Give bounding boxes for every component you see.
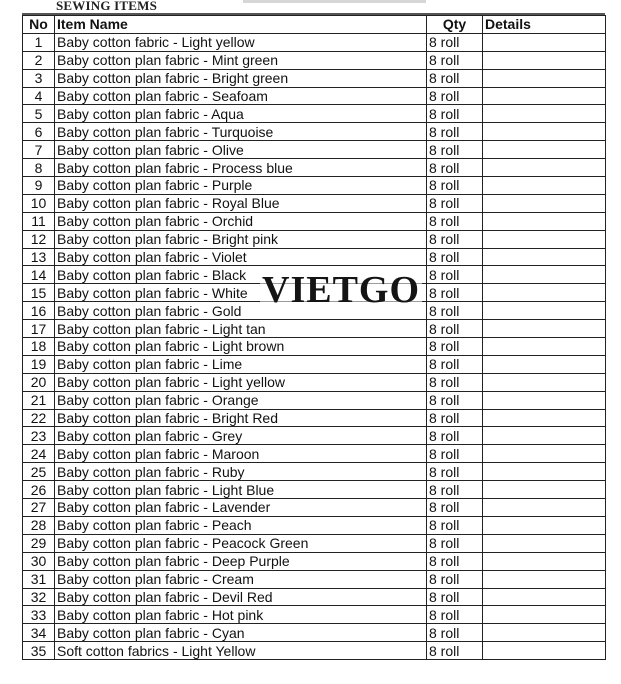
details-cell xyxy=(483,391,606,409)
qty-cell: 8 roll xyxy=(427,69,483,87)
item-name-cell: Baby cotton plan fabric - Light Blue xyxy=(55,481,427,499)
details-cell xyxy=(483,355,606,373)
details-cell xyxy=(483,588,606,606)
item-name-cell: Baby cotton plan fabric - Gold xyxy=(55,302,427,320)
item-name-cell: Baby cotton plan fabric - Mint green xyxy=(55,51,427,69)
table-row xyxy=(23,570,606,588)
row-number: 33 xyxy=(23,606,55,624)
qty-cell: 8 roll xyxy=(427,33,483,51)
table-row xyxy=(23,624,606,642)
row-number: 18 xyxy=(23,338,55,356)
table-row xyxy=(23,552,606,570)
table-row xyxy=(23,534,606,552)
qty-cell: 8 roll xyxy=(427,284,483,302)
row-number: 26 xyxy=(23,481,55,499)
qty-cell: 8 roll xyxy=(427,51,483,69)
row-number: 11 xyxy=(23,212,55,230)
item-name-cell: Baby cotton plan fabric - Peacock Green xyxy=(55,534,427,552)
row-number: 9 xyxy=(23,177,55,195)
table-row xyxy=(23,212,606,230)
qty-cell: 8 roll xyxy=(427,159,483,177)
item-name-cell: Baby cotton plan fabric - Seafoam xyxy=(55,87,427,105)
row-number: 23 xyxy=(23,427,55,445)
row-number: 14 xyxy=(23,266,55,284)
table-row xyxy=(23,248,606,266)
row-number: 12 xyxy=(23,230,55,248)
table-row xyxy=(23,105,606,123)
table-row xyxy=(23,230,606,248)
details-cell xyxy=(483,69,606,87)
details-cell xyxy=(483,409,606,427)
qty-cell: 8 roll xyxy=(427,212,483,230)
details-cell xyxy=(483,552,606,570)
qty-cell: 8 roll xyxy=(427,194,483,212)
row-number: 5 xyxy=(23,105,55,123)
qty-cell: 8 roll xyxy=(427,588,483,606)
row-number: 6 xyxy=(23,123,55,141)
item-name-cell: Baby cotton plan fabric - Cyan xyxy=(55,624,427,642)
qty-cell: 8 roll xyxy=(427,409,483,427)
qty-cell: 8 roll xyxy=(427,266,483,284)
item-name-cell: Baby cotton plan fabric - Purple xyxy=(55,177,427,195)
qty-cell: 8 roll xyxy=(427,373,483,391)
item-name-cell: Baby cotton plan fabric - Orchid xyxy=(55,212,427,230)
details-cell xyxy=(483,123,606,141)
qty-cell: 8 roll xyxy=(427,624,483,642)
top-divider xyxy=(243,0,426,3)
details-cell xyxy=(483,51,606,69)
details-cell xyxy=(483,266,606,284)
item-name-cell: Baby cotton plan fabric - Aqua xyxy=(55,105,427,123)
table-row xyxy=(23,409,606,427)
table-row xyxy=(23,87,606,105)
item-name-cell: Baby cotton plan fabric - Bright green xyxy=(55,69,427,87)
details-cell xyxy=(483,624,606,642)
qty-cell: 8 roll xyxy=(427,177,483,195)
row-number: 29 xyxy=(23,534,55,552)
qty-cell: 8 roll xyxy=(427,230,483,248)
row-number: 34 xyxy=(23,624,55,642)
details-cell xyxy=(483,570,606,588)
table-row xyxy=(23,642,606,660)
qty-cell: 8 roll xyxy=(427,552,483,570)
table-body xyxy=(23,33,606,659)
item-name-cell: Baby cotton plan fabric - Ruby xyxy=(55,463,427,481)
row-number: 27 xyxy=(23,499,55,517)
item-name-cell: Baby cotton plan fabric - Maroon xyxy=(55,445,427,463)
row-number: 30 xyxy=(23,552,55,570)
details-cell xyxy=(483,445,606,463)
row-number: 35 xyxy=(23,642,55,660)
item-name-cell: Baby cotton plan fabric - Bright pink xyxy=(55,230,427,248)
watermark-logo: VIETGO xyxy=(262,269,421,311)
row-number: 7 xyxy=(23,141,55,159)
table-row xyxy=(23,516,606,534)
item-name-cell: Baby cotton plan fabric - Light tan xyxy=(55,320,427,338)
qty-cell: 8 roll xyxy=(427,105,483,123)
section-title: SEWING ITEMS xyxy=(56,0,158,13)
qty-cell: 8 roll xyxy=(427,642,483,660)
table-row xyxy=(23,33,606,51)
row-number: 15 xyxy=(23,284,55,302)
item-name-cell: Baby cotton plan fabric - Peach xyxy=(55,516,427,534)
item-name-cell: Baby cotton plan fabric - Devil Red xyxy=(55,588,427,606)
qty-cell: 8 roll xyxy=(427,606,483,624)
details-cell xyxy=(483,534,606,552)
column-header-no: No xyxy=(23,16,55,34)
item-name-cell: Baby cotton plan fabric - Light brown xyxy=(55,338,427,356)
row-number: 10 xyxy=(23,194,55,212)
details-cell xyxy=(483,320,606,338)
details-cell xyxy=(483,177,606,195)
item-name-cell: Baby cotton plan fabric - Olive xyxy=(55,141,427,159)
item-name-cell: Baby cotton plan fabric - Deep Purple xyxy=(55,552,427,570)
details-cell xyxy=(483,159,606,177)
details-cell xyxy=(483,606,606,624)
row-number: 28 xyxy=(23,516,55,534)
qty-cell: 8 roll xyxy=(427,481,483,499)
qty-cell: 8 roll xyxy=(427,499,483,517)
details-cell xyxy=(483,302,606,320)
row-number: 20 xyxy=(23,373,55,391)
table-row xyxy=(23,123,606,141)
qty-cell: 8 roll xyxy=(427,123,483,141)
row-number: 13 xyxy=(23,248,55,266)
item-name-cell: Baby cotton plan fabric - Turquoise xyxy=(55,123,427,141)
details-cell xyxy=(483,105,606,123)
table-row xyxy=(23,141,606,159)
table-row xyxy=(23,194,606,212)
qty-cell: 8 roll xyxy=(427,534,483,552)
details-cell xyxy=(483,373,606,391)
table-row xyxy=(23,355,606,373)
item-name-cell: Soft cotton fabrics - Light Yellow xyxy=(55,642,427,660)
sewing-items-table xyxy=(22,15,606,660)
column-header-item-name: Item Name xyxy=(55,16,427,34)
column-header-qty: Qty xyxy=(427,16,483,34)
details-cell xyxy=(483,642,606,660)
table-row xyxy=(23,159,606,177)
details-cell xyxy=(483,284,606,302)
qty-cell: 8 roll xyxy=(427,248,483,266)
qty-cell: 8 roll xyxy=(427,355,483,373)
item-name-cell: Baby cotton plan fabric - Process blue xyxy=(55,159,427,177)
qty-cell: 8 roll xyxy=(427,516,483,534)
row-number: 1 xyxy=(23,33,55,51)
details-cell xyxy=(483,499,606,517)
details-cell xyxy=(483,248,606,266)
table-row xyxy=(23,481,606,499)
table-row xyxy=(23,373,606,391)
qty-cell: 8 roll xyxy=(427,320,483,338)
item-name-cell: Baby cotton plan fabric - Light yellow xyxy=(55,373,427,391)
qty-cell: 8 roll xyxy=(427,427,483,445)
table-row xyxy=(23,177,606,195)
row-number: 32 xyxy=(23,588,55,606)
details-cell xyxy=(483,230,606,248)
table-row xyxy=(23,391,606,409)
table-row xyxy=(23,445,606,463)
column-header-details: Details xyxy=(483,16,606,34)
details-cell xyxy=(483,33,606,51)
table-row xyxy=(23,320,606,338)
item-name-cell: Baby cotton plan fabric - Cream xyxy=(55,570,427,588)
table-row xyxy=(23,427,606,445)
qty-cell: 8 roll xyxy=(427,302,483,320)
row-number: 19 xyxy=(23,355,55,373)
details-cell xyxy=(483,338,606,356)
qty-cell: 8 roll xyxy=(427,445,483,463)
item-name-cell: Baby cotton plan fabric - Bright Red xyxy=(55,409,427,427)
table-row xyxy=(23,51,606,69)
table-row xyxy=(23,499,606,517)
item-name-cell: Baby cotton plan fabric - White xyxy=(55,284,427,302)
item-name-cell: Baby cotton plan fabric - Black xyxy=(55,266,427,284)
details-cell xyxy=(483,212,606,230)
row-number: 3 xyxy=(23,69,55,87)
item-name-cell: Baby cotton plan fabric - Violet xyxy=(55,248,427,266)
item-name-cell: Baby cotton plan fabric - Grey xyxy=(55,427,427,445)
row-number: 21 xyxy=(23,391,55,409)
item-name-cell: Baby cotton plan fabric - Orange xyxy=(55,391,427,409)
item-name-cell: Baby cotton fabric - Light yellow xyxy=(55,33,427,51)
row-number: 17 xyxy=(23,320,55,338)
details-cell xyxy=(483,463,606,481)
qty-cell: 8 roll xyxy=(427,570,483,588)
details-cell xyxy=(483,87,606,105)
row-number: 4 xyxy=(23,87,55,105)
row-number: 8 xyxy=(23,159,55,177)
details-cell xyxy=(483,481,606,499)
details-cell xyxy=(483,427,606,445)
table-row xyxy=(23,606,606,624)
table-row xyxy=(23,463,606,481)
qty-cell: 8 roll xyxy=(427,141,483,159)
table-row xyxy=(23,338,606,356)
row-number: 24 xyxy=(23,445,55,463)
row-number: 25 xyxy=(23,463,55,481)
item-name-cell: Baby cotton plan fabric - Royal Blue xyxy=(55,194,427,212)
row-number: 2 xyxy=(23,51,55,69)
details-cell xyxy=(483,516,606,534)
qty-cell: 8 roll xyxy=(427,391,483,409)
item-name-cell: Baby cotton plan fabric - Lime xyxy=(55,355,427,373)
qty-cell: 8 roll xyxy=(427,87,483,105)
qty-cell: 8 roll xyxy=(427,338,483,356)
details-cell xyxy=(483,141,606,159)
item-name-cell: Baby cotton plan fabric - Lavender xyxy=(55,499,427,517)
table-row xyxy=(23,69,606,87)
row-number: 22 xyxy=(23,409,55,427)
row-number: 16 xyxy=(23,302,55,320)
qty-cell: 8 roll xyxy=(427,463,483,481)
table-header-row xyxy=(23,16,606,34)
row-number: 31 xyxy=(23,570,55,588)
details-cell xyxy=(483,194,606,212)
table-row xyxy=(23,588,606,606)
item-name-cell: Baby cotton plan fabric - Hot pink xyxy=(55,606,427,624)
